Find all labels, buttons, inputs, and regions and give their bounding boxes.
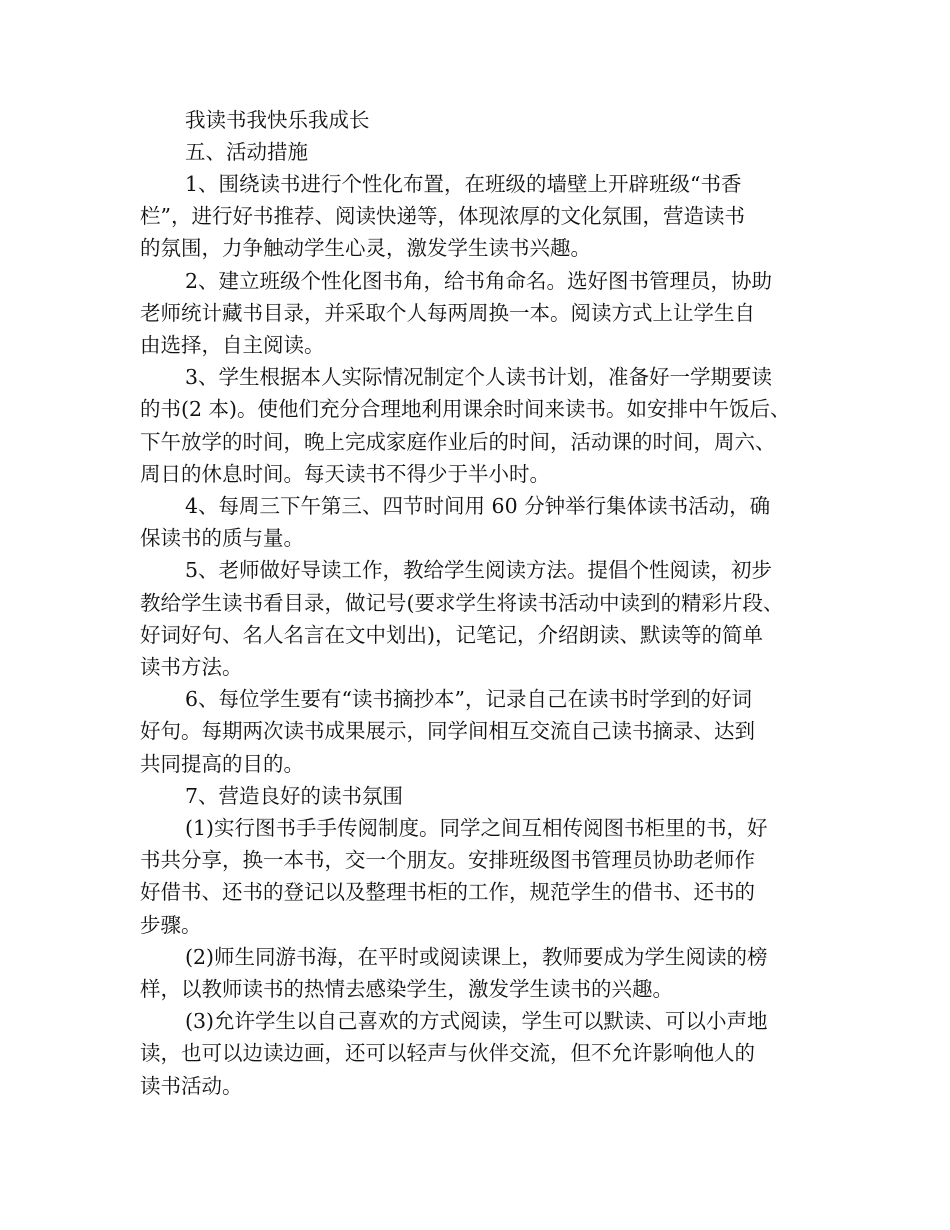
text-line: 5、老师做好导读工作，教给学生阅读方法。提倡个性阅读，初步 <box>185 558 773 582</box>
text-line: 读书活动。 <box>140 1074 243 1098</box>
text-line: 共同提高的目的。 <box>140 752 304 776</box>
text-line: 的书(2 本)。使他们充分合理地利用课余时间来读书。如安排中午饭后、 <box>140 397 791 421</box>
text-line: 6、每位学生要有“读书摘抄本”，记录自己在读书时学到的好词 <box>185 687 753 711</box>
text-line: 好句。每期两次读书成果展示，同学间相互交流自己读书摘录、达到 <box>140 719 755 743</box>
text-line: 老师统计藏书目录，并采取个人每两周换一本。阅读方式上让学生自 <box>140 301 755 325</box>
text-line: 下午放学的时间，晚上完成家庭作业后的时间，活动课的时间，周六、 <box>140 430 776 454</box>
text-line: 2、建立班级个性化图书角，给书角命名。选好图书管理员，协助 <box>185 269 773 293</box>
text-line: 由选择，自主阅读。 <box>140 333 325 357</box>
text-line: 步骤。 <box>140 913 202 937</box>
text-line: 样，以教师读书的热情去感染学生，激发学生读书的兴趣。 <box>140 977 673 1001</box>
text-line: 7、营造良好的读书氛围 <box>185 784 404 808</box>
text-line: (3)允许学生以自己喜欢的方式阅读，学生可以默读、可以小声地 <box>185 1009 768 1033</box>
text-line: 1、围绕读书进行个性化布置，在班级的墙壁上开辟班级“书香 <box>185 172 742 196</box>
text-line: 读书方法。 <box>140 655 243 679</box>
text-line: 书共分享，换一本书，交一个朋友。安排班级图书管理员协助老师作 <box>140 848 755 872</box>
text-line: 五、活动措施 <box>185 140 308 164</box>
text-line: 的氛围，力争触动学生心灵，激发学生读书兴趣。 <box>140 236 591 260</box>
text-line: 保读书的质与量。 <box>140 526 304 550</box>
text-line: 好词好句、名人名言在文中划出)，记笔记，介绍朗读、默读等的简单 <box>140 623 763 647</box>
text-line: 周日的休息时间。每天读书不得少于半小时。 <box>140 462 550 486</box>
text-line: 3、学生根据本人实际情况制定个人读书计划，准备好一学期要读 <box>185 365 773 389</box>
text-line: (1)实行图书手手传阅制度。同学之间互相传阅图书柜里的书，好 <box>185 816 768 840</box>
text-line: 4、每周三下午第三、四节时间用 60 分钟举行集体读书活动，确 <box>185 494 771 518</box>
text-line: 好借书、还书的登记以及整理书柜的工作，规范学生的借书、还书的 <box>140 880 755 904</box>
text-line: (2)师生同游书海，在平时或阅读课上，教师要成为学生阅读的榜 <box>185 945 768 969</box>
text-line: 读，也可以边读边画，还可以轻声与伙伴交流，但不允许影响他人的 <box>140 1041 755 1065</box>
text-line: 教给学生读书看目录，做记号(要求学生将读书活动中读到的精彩片段、 <box>140 591 784 615</box>
text-line: 栏”，进行好书推荐、阅读快递等，体现浓厚的文化氛围，营造读书 <box>140 204 745 228</box>
text-line: 我读书我快乐我成长 <box>185 108 370 132</box>
